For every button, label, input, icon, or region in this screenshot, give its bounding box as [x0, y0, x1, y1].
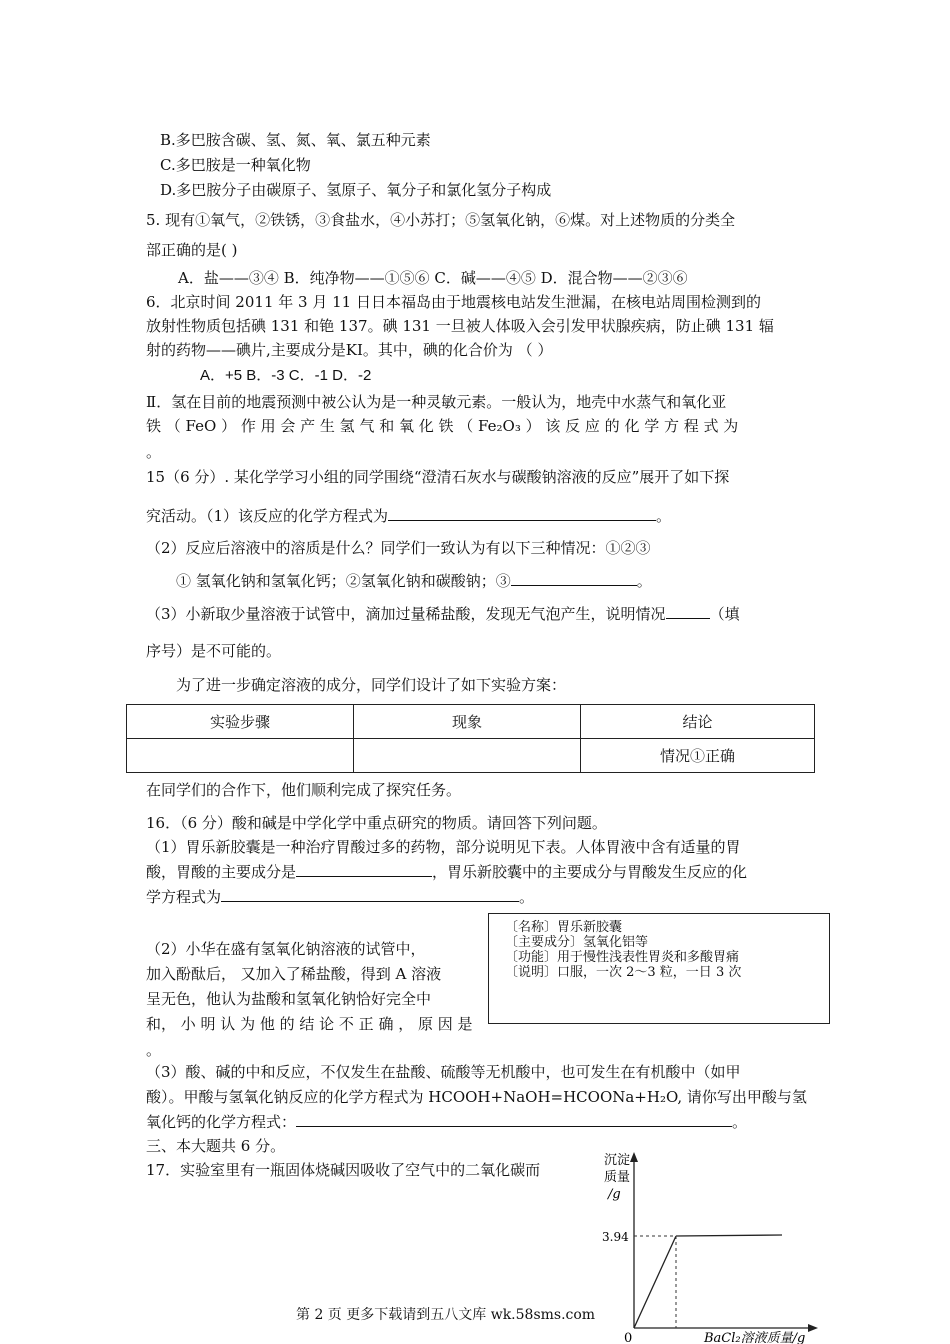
q15-line4-end: 。 [636, 572, 652, 590]
part2-line2: 铁 （ FeO ） 作 用 会 产 生 氢 气 和 氧 化 铁 （ Fe₂O₃ ） 该 反 应 的 化 学 方 程 式 为 [146, 417, 739, 435]
label-name: 〔名称〕胃乐新胶囊 [505, 920, 623, 935]
label-usage: 〔说明〕口服，一次 2～3 粒，一日 3 次 [505, 965, 742, 980]
q16-part3-line3-end: 。 [732, 1113, 748, 1131]
page-footer: 第 2 页 更多下载请到五八文库 wk.58sms.com [296, 1307, 596, 1323]
q16-part3-line3 [146, 1112, 747, 1132]
answer-blank [511, 571, 637, 586]
part2-line3: 。 [146, 443, 162, 461]
q15-line6: 序号）是不可能的。 [146, 642, 282, 660]
option-b: B.多巴胺含碳、氢、氮、氧、氯五种元素 [160, 131, 431, 149]
label-ingredient: 〔主要成分〕氢氧化铝等 [505, 935, 649, 950]
y-tick-label: 3.94 [602, 1230, 629, 1244]
q16-line2: （1）胃乐新胶囊是一种治疗胃酸过多的药物，部分说明见下表。人体胃液中含有适量的胃 [146, 838, 741, 856]
label-function: 〔功能〕用于慢性浅表性胃炎和多酸胃痛 [505, 950, 740, 965]
x-axis-arrow [808, 1324, 818, 1332]
q6-line2: 放射性物质包括碘 131 和铯 137。碘 131 一旦被人体吸入会引发甲状腺疾病，防止碘 131 辐 [146, 317, 774, 335]
y-label-1: 沉淀 [604, 1153, 631, 1168]
answer-blank [296, 1112, 732, 1127]
q15-line1: 15（6 分）. 某化学学习小组的同学围绕“澄清石灰水与碳酸钠溶液的反应”展开了如下探 [146, 468, 730, 486]
q15-line2 [146, 506, 671, 526]
q15-line2-end: 。 [656, 507, 672, 525]
answer-blank [296, 862, 432, 877]
experiment-table [126, 704, 815, 773]
table-cell: 情况①正确 [581, 739, 815, 773]
q16-part3-line1: （3）酸、碱的中和反应，不仅发生在盐酸、硫酸等无机酸中，也可发生在有机酸中（如甲 [146, 1063, 741, 1081]
q15-line7: 为了进一步确定溶液的成分，同学们设计了如下实验方案： [176, 676, 567, 694]
q16-line4-text: 学方程式为 [146, 888, 222, 906]
answer-blank [221, 887, 519, 902]
option-d: D.多巴胺分子由碳原子、氢原子、氧分子和氯化氢分子构成 [160, 181, 552, 199]
precipitate-graph [596, 1148, 826, 1344]
q5-options: A．盐——③④ B．纯净物——①⑤⑥ C．碱——④⑤ D．混合物——②③⑥ [178, 269, 688, 287]
q15-line2-text: 究活动。（1）该反应的化学方程式为 [146, 507, 389, 525]
q16-part2-line2: 加入酚酞后， 又加入了稀盐酸，得到 A 溶液 [146, 965, 442, 983]
table-cell [127, 739, 354, 773]
option-c: C.多巴胺是一种氧化物 [160, 156, 311, 174]
q15-line5-text: （3）小新取少量溶液于试管中，滴加过量稀盐酸，发现无气泡产生，说明情况 [146, 605, 666, 623]
q16-part2-line1: （2）小华在盛有氢氧化钠溶液的试管中， [146, 940, 426, 958]
y-label-3: /g [608, 1187, 621, 1202]
medicine-label-box [488, 913, 830, 1024]
table-header-row [127, 705, 815, 739]
q16-part2-line5: 。 [146, 1041, 162, 1059]
q16-part2-line3: 呈无色，他认为盐酸和氢氧化钠恰好完全中 [146, 990, 432, 1008]
q15-line5-end: （填 [709, 605, 740, 623]
q16-part2-line4: 和， 小 明 认 为 他 的 结 论 不 正 确 ， 原 因 是 [146, 1015, 473, 1033]
q6-line3: 射的药物——碘片,主要成分是KI。其中，碘的化合价为 （ ） [146, 341, 553, 359]
q16-part3-line2: 酸）。甲酸与氢氧化钠反应的化学方程式为 HCOOH+NaOH=HCOONa+H₂O, 请你写出甲酸与氢 [146, 1088, 807, 1106]
table-row [127, 739, 815, 773]
x-axis-label: BaCl₂溶液质量/g [704, 1331, 806, 1344]
q16-line4-end: 。 [519, 888, 535, 906]
q16-line1: 16．（6 分）酸和碱是中学化学中重点研究的物质。请回答下列问题。 [146, 814, 607, 832]
y-label-2: 质量 [604, 1170, 631, 1185]
q15-line4-text: ① 氢氧化钠和氢氧化钙；②氢氧化钠和碳酸钠；③ [176, 572, 511, 590]
answer-blank [666, 604, 710, 619]
q5-line2: 部正确的是( ) [146, 241, 238, 259]
q15-line5 [146, 604, 740, 624]
origin-label: 0 [624, 1331, 633, 1344]
q6-options: A．+5 B．-3 C．-1 D．-2 [200, 367, 372, 384]
q6-line1: 6．北京时间 2011 年 3 月 11 日日本福岛由于地震核电站发生泄漏，在核电站周围检测到的 [146, 293, 761, 311]
answer-blank [388, 506, 656, 521]
table-header: 实验步骤 [127, 705, 354, 739]
q5-line1: 5. 现有①氧气，②铁锈，③食盐水，④小苏打；⑤氢氧化钠，⑥煤。对上述物质的分类全 [146, 211, 736, 229]
section-3-heading: 三、本大题共 6 分。 [146, 1137, 286, 1155]
y-axis-arrow [630, 1152, 638, 1162]
q17-line1: 17．实验室里有一瓶固体烧碱因吸收了空气中的二氧化碳而 [146, 1161, 541, 1179]
part2-line1: Ⅱ．氢在目前的地震预测中被公认为是一种灵敏元素。一般认为，地壳中水蒸气和氧化亚 [146, 393, 727, 411]
q16-line3-end: ，胃乐新胶囊中的主要成分与胃酸发生反应的化 [432, 863, 748, 881]
q16-line4 [146, 887, 534, 907]
plateau-line [676, 1235, 782, 1236]
table-header: 结论 [581, 705, 815, 739]
q15-line4 [176, 571, 652, 591]
q16-part3-line3-text: 氧化钙的化学方程式： [146, 1113, 297, 1131]
rising-line [634, 1236, 676, 1328]
q15-line3: （2）反应后溶液中的溶质是什么？同学们一致认为有以下三种情况：①②③ [146, 539, 651, 557]
table-header: 现象 [354, 705, 581, 739]
q16-line3 [146, 862, 747, 882]
table-cell [354, 739, 581, 773]
after-table-text: 在同学们的合作下，他们顺利完成了探究任务。 [146, 781, 462, 799]
q16-line3-text: 酸，胃酸的主要成分是 [146, 863, 297, 881]
